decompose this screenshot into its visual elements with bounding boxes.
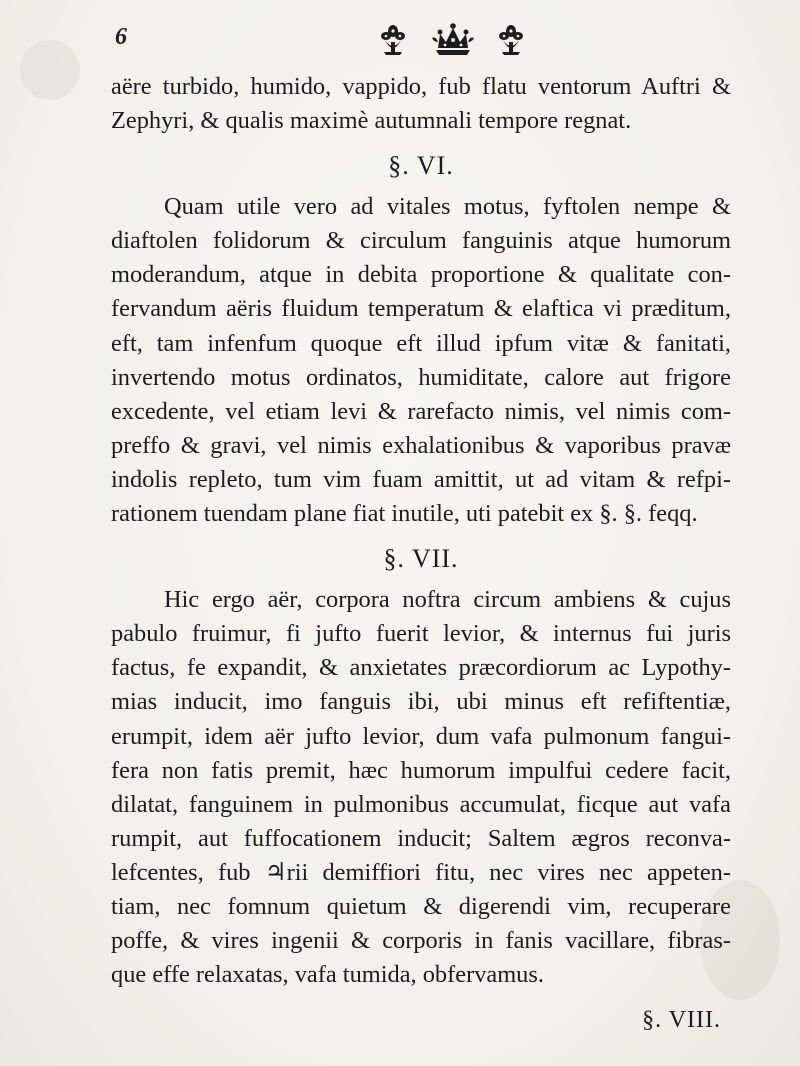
paragraph-3 [111, 583, 731, 992]
page-number: 6 [115, 24, 127, 50]
text-line: poffe, & vires ingenii & corporis in fanis vacillare, fibras- [111, 927, 731, 955]
text-line: moderandum, atque in debita proportione & qualitate con- [111, 261, 731, 289]
text-line: fera non fatis premit, hæc humorum impulfui cedere facit, [111, 756, 731, 784]
page-header [0, 18, 800, 62]
text-line: que effe relaxatas, vafa tumida, obfervamus. [111, 961, 544, 989]
header-ornaments [378, 22, 578, 58]
text-line: Quam utile vero ad vitales motus, fyftolen nempe & [164, 193, 731, 221]
text-line: preffo & gravi, vel nimis exhalationibus & vaporibus pravæ [111, 431, 731, 459]
catchword: §. VIII. [642, 1007, 721, 1034]
text-line: tiam, nec fomnum quietum & digerendi vim, recuperare [111, 892, 731, 920]
floral-ornament-icon [496, 22, 526, 56]
text-line: mias inducit, imo fanguis ibi, ubi minus eft refiftentiæ, [111, 688, 731, 716]
text-line: invertendo motus ordinatos, humiditate, calore aut frigore [111, 363, 731, 391]
text-line: rumpit, aut fuffocationem inducit; Saltem ægros reconva- [111, 824, 731, 852]
text-line: lefcentes, fub ♃rii demiffiori fitu, nec vires nec appeten- [111, 858, 731, 886]
text-line: diaftolen folidorum & circulum fanguinis atque humorum [111, 227, 731, 255]
text-line: excedente, vel etiam levi & rarefacto nimis, vel nimis com- [111, 397, 731, 425]
paragraph-1 [111, 70, 731, 138]
text-line: dilatat, fanguinem in pulmonibus accumulat, ficque aut vafa [111, 790, 731, 818]
text-line: Hic ergo aër, corpora noftra circum ambiens & cujus [164, 586, 731, 614]
body-text [111, 70, 731, 1037]
text-line: erumpit, idem aër jufto levior, dum vafa pulmonum fangui- [111, 722, 731, 750]
section-heading-6: §. VI. [388, 151, 454, 181]
text-line: indolis repleto, tum vim fuam amittit, ut ad vitam & refpi- [111, 465, 731, 493]
section-heading-7: §. VII. [383, 544, 459, 574]
text-line: aëre turbido, humido, vappido, fub flatu ventorum Auftri & [111, 73, 731, 100]
text-line: rationem tuendam plane fiat inutile, uti patebit ex §. §. feqq. [111, 500, 698, 528]
text-line: pabulo fruimur, fi jufto fuerit levior, & internus fui juris [111, 620, 731, 648]
text-line: fervandum aëris fluidum temperatum & elaftica vi præditum, [111, 295, 731, 323]
floral-ornament-icon [378, 22, 408, 56]
text-line: factus, fe expandit, & anxietates præcordiorum ac Lypothy- [111, 654, 731, 682]
paragraph-2 [111, 190, 731, 531]
text-line: eft, tam infenfum quoque eft illud ipfum vitæ & fanitati, [111, 329, 731, 357]
text-line: Zephyri, & qualis maximè autumnali tempore regnat. [111, 107, 632, 135]
crown-ornament-icon [430, 22, 476, 56]
